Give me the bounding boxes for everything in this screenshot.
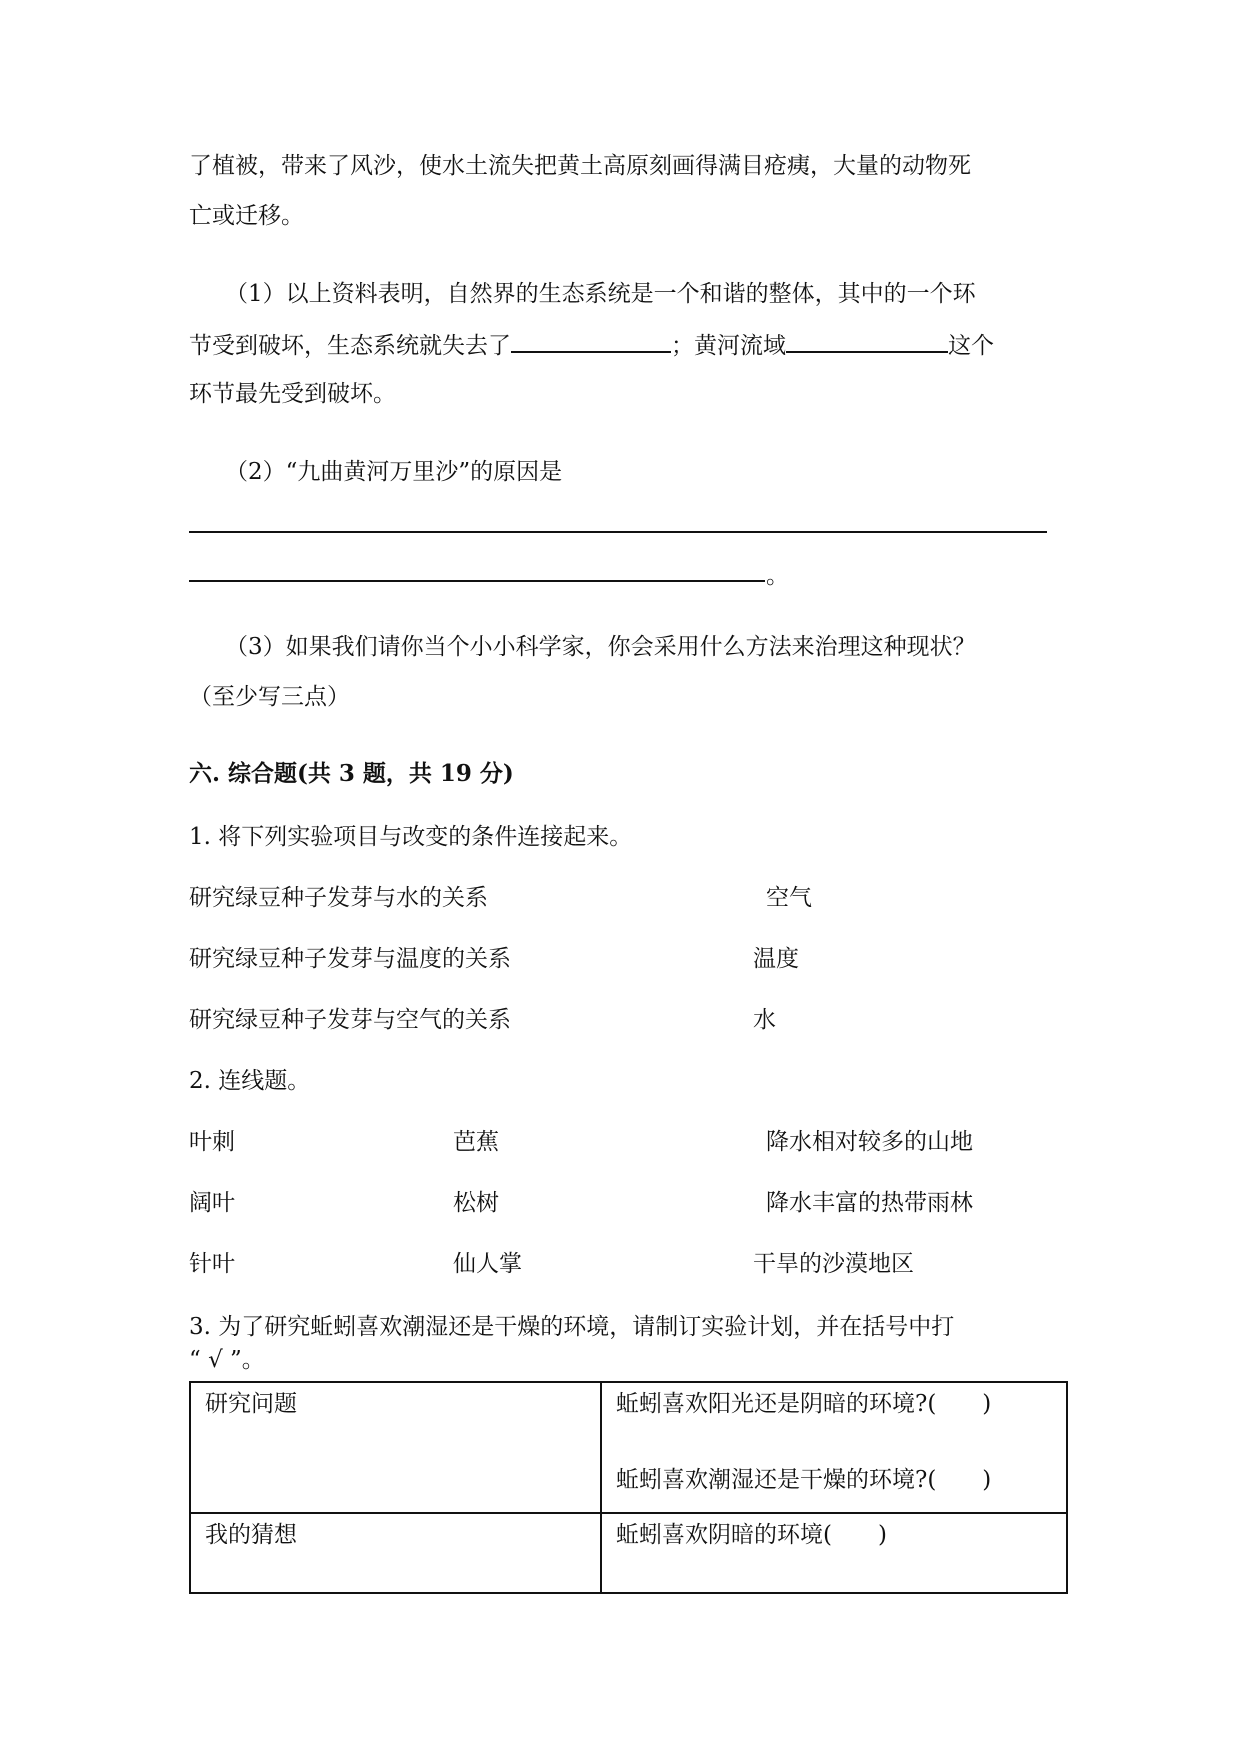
q1-line-3: 环节最先受到破坏。	[189, 381, 396, 407]
q1-text-a: 节受到破坏，生态系统就失去了	[189, 333, 511, 359]
q3-line-2: （至少写三点）	[189, 684, 350, 710]
q2-end-mark: 。	[766, 563, 789, 589]
p2-col2-item-3[interactable]: 仙人掌	[453, 1251, 522, 1277]
table-row-my-guess	[190, 1513, 1067, 1593]
p1-right-item-3[interactable]: 水	[753, 1007, 776, 1033]
p1-left-item-2[interactable]: 研究绿豆种子发芽与温度的关系	[189, 946, 511, 972]
p2-col3-item-2[interactable]: 降水丰富的热带雨林	[766, 1190, 973, 1216]
guess-option-dark[interactable]: 蚯蚓喜欢阴暗的环境( )	[616, 1522, 887, 1548]
p1-right-item-1[interactable]: 空气	[766, 885, 812, 911]
p2-col1-item-1[interactable]: 叶刺	[189, 1129, 235, 1155]
q1-line-1: （1）以上资料表明，自然界的生态系统是一个和谐的整体，其中的一个环	[225, 281, 976, 307]
p1-left-item-3[interactable]: 研究绿豆种子发芽与空气的关系	[189, 1007, 511, 1033]
problem-1-prompt: 1. 将下列实验项目与改变的条件连接起来。	[189, 824, 633, 850]
p2-col2-item-2[interactable]: 松树	[453, 1190, 499, 1216]
experiment-plan-table	[189, 1381, 1068, 1594]
table-cell-label-research-question	[190, 1382, 601, 1513]
p2-col1-item-2[interactable]: 阔叶	[189, 1190, 235, 1216]
table-row-research-question	[190, 1382, 1067, 1513]
passage-line-1: 了植被，带来了风沙，使水土流失把黄土高原刻画得满目疮痍，大量的动物死	[189, 153, 971, 179]
section-6-heading: 六. 综合题(共 3 题，共 19 分)	[189, 760, 514, 787]
p2-col2-item-1[interactable]: 芭蕉	[453, 1129, 499, 1155]
q1-text-b: ；黄河流域	[671, 333, 786, 359]
p1-right-item-2[interactable]: 温度	[753, 946, 799, 972]
my-guess-label: 我的猜想	[205, 1522, 297, 1548]
q2-answer-line-1[interactable]	[189, 531, 1047, 533]
q2-line-1: （2）“九曲黄河万里沙”的原因是	[225, 459, 563, 485]
problem-2-prompt: 2. 连线题。	[189, 1068, 311, 1094]
p1-left-item-1[interactable]: 研究绿豆种子发芽与水的关系	[189, 885, 488, 911]
problem-3-prompt-line-1: 3. 为了研究蚯蚓喜欢潮湿还是干燥的环境，请制订实验计划，并在括号中打	[189, 1314, 955, 1340]
table-cell-label-my-guess	[190, 1513, 601, 1593]
q3-line-1: （3）如果我们请你当个小小科学家，你会采用什么方法来治理这种现状？	[225, 634, 976, 660]
p2-col3-item-1[interactable]: 降水相对较多的山地	[766, 1129, 973, 1155]
q2-answer-line-2[interactable]	[189, 580, 765, 582]
p2-col1-item-3[interactable]: 针叶	[189, 1251, 235, 1277]
research-option-light-dark[interactable]: 蚯蚓喜欢阳光还是阴暗的环境?( )	[616, 1391, 992, 1417]
q1-answer-blank-1[interactable]	[511, 329, 671, 353]
problem-3-prompt-line-2: “ √ ”。	[189, 1347, 265, 1373]
passage-line-2: 亡或迁移。	[189, 203, 304, 229]
table-cell-my-guess-options	[601, 1513, 1067, 1593]
table-cell-research-question-options	[601, 1382, 1067, 1513]
p2-col3-item-3[interactable]: 干旱的沙漠地区	[753, 1251, 914, 1277]
research-question-label: 研究问题	[205, 1391, 297, 1417]
q1-text-c: 这个	[948, 333, 994, 359]
q1-line-2	[189, 329, 994, 361]
q1-answer-blank-2[interactable]	[786, 329, 948, 353]
research-option-wet-dry[interactable]: 蚯蚓喜欢潮湿还是干燥的环境?( )	[616, 1467, 992, 1493]
